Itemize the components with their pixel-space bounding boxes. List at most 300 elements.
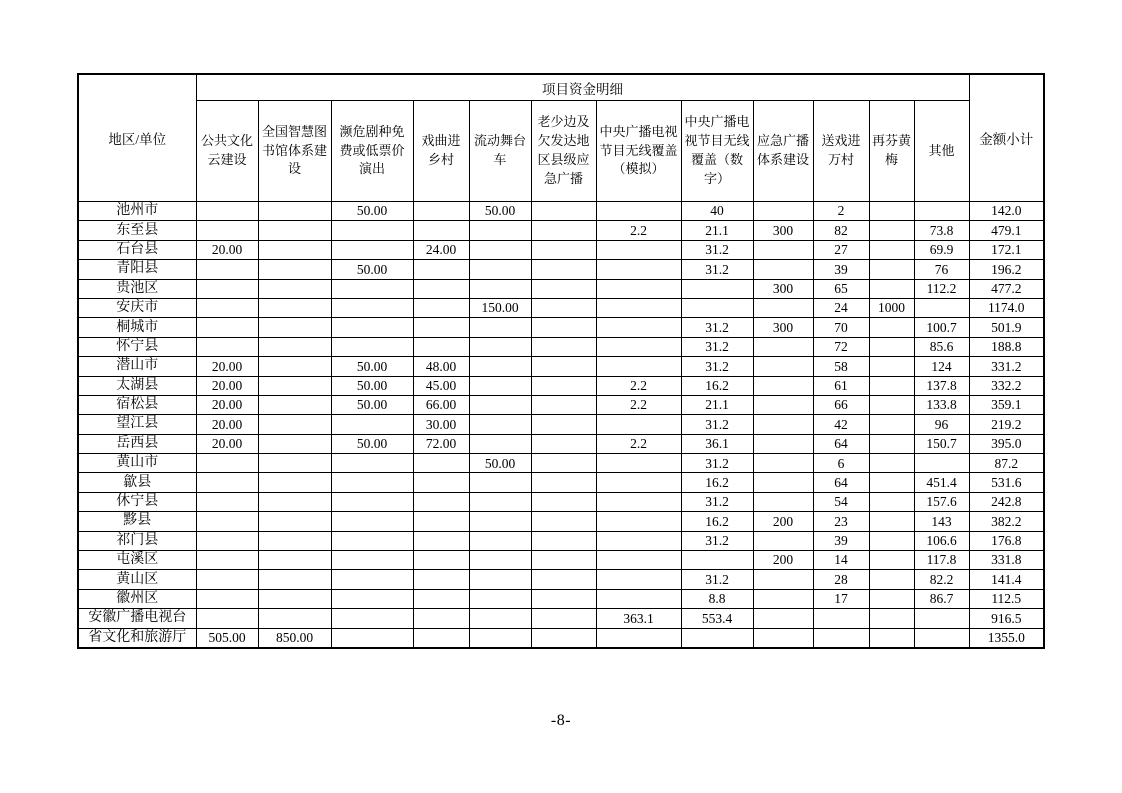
value-cell bbox=[869, 473, 914, 492]
value-cell bbox=[531, 551, 596, 570]
value-cell: 133.8 bbox=[914, 395, 969, 414]
value-cell bbox=[196, 337, 258, 356]
value-cell: 106.6 bbox=[914, 531, 969, 550]
value-cell: 300 bbox=[753, 279, 813, 298]
value-cell bbox=[331, 240, 413, 259]
value-cell bbox=[469, 415, 531, 434]
value-cell bbox=[596, 318, 681, 337]
value-cell bbox=[469, 279, 531, 298]
value-cell bbox=[413, 202, 469, 221]
value-cell bbox=[469, 473, 531, 492]
value-cell: 172.1 bbox=[969, 240, 1044, 259]
table-row bbox=[78, 221, 1044, 240]
value-cell bbox=[914, 609, 969, 628]
value-cell: 17 bbox=[813, 589, 869, 608]
value-cell bbox=[196, 512, 258, 531]
value-cell bbox=[331, 628, 413, 648]
value-cell: 50.00 bbox=[331, 434, 413, 453]
table-row bbox=[78, 609, 1044, 628]
value-cell bbox=[413, 337, 469, 356]
value-cell bbox=[869, 279, 914, 298]
value-cell bbox=[258, 570, 331, 589]
region-cell: 休宁县 bbox=[78, 492, 196, 511]
value-cell bbox=[596, 473, 681, 492]
value-cell bbox=[258, 260, 331, 279]
value-cell: 20.00 bbox=[196, 415, 258, 434]
value-cell bbox=[531, 260, 596, 279]
value-cell: 20.00 bbox=[196, 240, 258, 259]
table-row bbox=[78, 395, 1044, 414]
table-row bbox=[78, 318, 1044, 337]
value-cell bbox=[753, 570, 813, 589]
value-cell: 850.00 bbox=[258, 628, 331, 648]
region-cell: 桐城市 bbox=[78, 318, 196, 337]
value-cell: 50.00 bbox=[469, 202, 531, 221]
value-cell: 66 bbox=[813, 395, 869, 414]
value-cell: 86.7 bbox=[914, 589, 969, 608]
value-cell: 31.2 bbox=[681, 337, 753, 356]
value-cell: 242.8 bbox=[969, 492, 1044, 511]
value-cell: 332.2 bbox=[969, 376, 1044, 395]
value-cell: 6 bbox=[813, 454, 869, 473]
value-cell bbox=[753, 628, 813, 648]
region-cell: 石台县 bbox=[78, 240, 196, 259]
value-cell bbox=[469, 260, 531, 279]
value-cell bbox=[681, 628, 753, 648]
value-cell: 39 bbox=[813, 260, 869, 279]
table-row bbox=[78, 434, 1044, 453]
value-cell bbox=[531, 279, 596, 298]
value-cell bbox=[869, 589, 914, 608]
value-cell bbox=[531, 473, 596, 492]
value-cell: 30.00 bbox=[413, 415, 469, 434]
value-cell bbox=[258, 240, 331, 259]
value-cell bbox=[596, 589, 681, 608]
value-cell: 31.2 bbox=[681, 357, 753, 376]
value-cell: 39 bbox=[813, 531, 869, 550]
column-header-smart-library: 全国智慧图书馆体系建设 bbox=[258, 101, 331, 202]
value-cell: 31.2 bbox=[681, 570, 753, 589]
value-cell bbox=[258, 318, 331, 337]
value-cell bbox=[196, 551, 258, 570]
value-cell bbox=[258, 357, 331, 376]
value-cell: 331.2 bbox=[969, 357, 1044, 376]
value-cell bbox=[869, 318, 914, 337]
value-cell bbox=[531, 492, 596, 511]
value-cell: 142.0 bbox=[969, 202, 1044, 221]
value-cell bbox=[196, 260, 258, 279]
value-cell bbox=[596, 202, 681, 221]
value-cell: 16.2 bbox=[681, 473, 753, 492]
group-header: 项目资金明细 bbox=[196, 74, 969, 101]
region-cell: 宿松县 bbox=[78, 395, 196, 414]
value-cell bbox=[258, 376, 331, 395]
value-cell: 48.00 bbox=[413, 357, 469, 376]
value-cell bbox=[596, 260, 681, 279]
value-cell: 150.00 bbox=[469, 298, 531, 317]
value-cell: 65 bbox=[813, 279, 869, 298]
region-cell: 黄山市 bbox=[78, 454, 196, 473]
table-row bbox=[78, 570, 1044, 589]
value-cell: 50.00 bbox=[331, 202, 413, 221]
region-cell: 祁门县 bbox=[78, 531, 196, 550]
value-cell: 69.9 bbox=[914, 240, 969, 259]
value-cell bbox=[258, 531, 331, 550]
column-header-county-emergency-broadcast: 老少边及欠发达地区县级应急广播 bbox=[531, 101, 596, 202]
value-cell: 359.1 bbox=[969, 395, 1044, 414]
value-cell bbox=[469, 551, 531, 570]
value-cell bbox=[531, 395, 596, 414]
value-cell: 124 bbox=[914, 357, 969, 376]
value-cell: 14 bbox=[813, 551, 869, 570]
value-cell bbox=[196, 570, 258, 589]
value-cell bbox=[196, 279, 258, 298]
value-cell bbox=[596, 415, 681, 434]
region-cell: 屯溪区 bbox=[78, 551, 196, 570]
value-cell bbox=[869, 454, 914, 473]
value-cell bbox=[258, 279, 331, 298]
value-cell bbox=[331, 512, 413, 531]
value-cell: 137.8 bbox=[914, 376, 969, 395]
region-cell: 黟县 bbox=[78, 512, 196, 531]
region-cell: 黄山区 bbox=[78, 570, 196, 589]
value-cell bbox=[753, 298, 813, 317]
value-cell bbox=[681, 279, 753, 298]
value-cell bbox=[469, 531, 531, 550]
value-cell: 36.1 bbox=[681, 434, 753, 453]
value-cell: 8.8 bbox=[681, 589, 753, 608]
value-cell bbox=[331, 318, 413, 337]
value-cell bbox=[469, 609, 531, 628]
value-cell: 150.7 bbox=[914, 434, 969, 453]
value-cell bbox=[753, 260, 813, 279]
value-cell bbox=[196, 298, 258, 317]
value-cell: 1174.0 bbox=[969, 298, 1044, 317]
value-cell: 141.4 bbox=[969, 570, 1044, 589]
value-cell bbox=[413, 589, 469, 608]
value-cell: 31.2 bbox=[681, 318, 753, 337]
value-cell bbox=[413, 628, 469, 648]
value-cell bbox=[914, 202, 969, 221]
value-cell: 157.6 bbox=[914, 492, 969, 511]
column-header-wireless-coverage-digital: 中央广播电视节目无线覆盖（数字） bbox=[681, 101, 753, 202]
value-cell bbox=[596, 337, 681, 356]
value-cell bbox=[258, 609, 331, 628]
value-cell bbox=[331, 609, 413, 628]
value-cell: 117.8 bbox=[914, 551, 969, 570]
value-cell: 70 bbox=[813, 318, 869, 337]
value-cell bbox=[869, 240, 914, 259]
region-cell: 池州市 bbox=[78, 202, 196, 221]
value-cell bbox=[813, 628, 869, 648]
column-header-shows-to-villages: 送戏进万村 bbox=[813, 101, 869, 202]
table-row bbox=[78, 473, 1044, 492]
value-cell: 143 bbox=[914, 512, 969, 531]
column-header-public-culture-cloud: 公共文化云建设 bbox=[196, 101, 258, 202]
value-cell bbox=[413, 221, 469, 240]
value-cell bbox=[531, 318, 596, 337]
value-cell bbox=[258, 512, 331, 531]
value-cell bbox=[413, 551, 469, 570]
value-cell bbox=[258, 395, 331, 414]
value-cell: 382.2 bbox=[969, 512, 1044, 531]
value-cell bbox=[596, 551, 681, 570]
value-cell bbox=[531, 221, 596, 240]
value-cell bbox=[469, 512, 531, 531]
value-cell bbox=[258, 298, 331, 317]
value-cell: 50.00 bbox=[331, 357, 413, 376]
value-cell: 31.2 bbox=[681, 240, 753, 259]
value-cell: 196.2 bbox=[969, 260, 1044, 279]
value-cell bbox=[196, 454, 258, 473]
value-cell bbox=[258, 589, 331, 608]
value-cell: 21.1 bbox=[681, 221, 753, 240]
value-cell bbox=[196, 589, 258, 608]
value-cell bbox=[753, 376, 813, 395]
value-cell bbox=[469, 376, 531, 395]
table-row bbox=[78, 357, 1044, 376]
region-cell: 太湖县 bbox=[78, 376, 196, 395]
value-cell: 31.2 bbox=[681, 260, 753, 279]
region-cell: 徽州区 bbox=[78, 589, 196, 608]
table-body bbox=[78, 202, 1044, 648]
value-cell: 24 bbox=[813, 298, 869, 317]
value-cell bbox=[196, 318, 258, 337]
value-cell: 54 bbox=[813, 492, 869, 511]
value-cell bbox=[753, 202, 813, 221]
value-cell bbox=[258, 434, 331, 453]
value-cell bbox=[258, 473, 331, 492]
value-cell: 28 bbox=[813, 570, 869, 589]
value-cell: 20.00 bbox=[196, 434, 258, 453]
value-cell bbox=[469, 492, 531, 511]
value-cell: 363.1 bbox=[596, 609, 681, 628]
value-cell: 1000 bbox=[869, 298, 914, 317]
value-cell: 479.1 bbox=[969, 221, 1044, 240]
value-cell bbox=[469, 628, 531, 648]
value-cell: 16.2 bbox=[681, 376, 753, 395]
value-cell bbox=[413, 492, 469, 511]
table-row bbox=[78, 531, 1044, 550]
value-cell bbox=[531, 434, 596, 453]
group-header-row bbox=[78, 74, 1044, 101]
value-cell bbox=[258, 221, 331, 240]
value-cell: 40 bbox=[681, 202, 753, 221]
value-cell: 96 bbox=[914, 415, 969, 434]
region-cell: 安徽广播电视台 bbox=[78, 609, 196, 628]
subtotal-header: 金额小计 bbox=[969, 74, 1044, 202]
region-cell: 潜山市 bbox=[78, 357, 196, 376]
value-cell: 64 bbox=[813, 473, 869, 492]
value-cell bbox=[196, 202, 258, 221]
value-cell: 505.00 bbox=[196, 628, 258, 648]
value-cell bbox=[596, 512, 681, 531]
table-row bbox=[78, 240, 1044, 259]
value-cell: 50.00 bbox=[331, 376, 413, 395]
value-cell bbox=[753, 589, 813, 608]
value-cell bbox=[531, 454, 596, 473]
value-cell bbox=[531, 589, 596, 608]
value-cell bbox=[531, 298, 596, 317]
value-cell bbox=[469, 357, 531, 376]
value-cell: 31.2 bbox=[681, 454, 753, 473]
value-cell: 112.2 bbox=[914, 279, 969, 298]
value-cell bbox=[869, 202, 914, 221]
table-row bbox=[78, 551, 1044, 570]
value-cell: 64 bbox=[813, 434, 869, 453]
value-cell bbox=[596, 357, 681, 376]
value-cell bbox=[753, 531, 813, 550]
value-cell bbox=[914, 454, 969, 473]
value-cell bbox=[531, 531, 596, 550]
table-row bbox=[78, 492, 1044, 511]
value-cell: 300 bbox=[753, 318, 813, 337]
value-cell: 331.8 bbox=[969, 551, 1044, 570]
value-cell bbox=[753, 395, 813, 414]
value-cell bbox=[596, 298, 681, 317]
table-row bbox=[78, 512, 1044, 531]
value-cell bbox=[869, 357, 914, 376]
value-cell bbox=[531, 415, 596, 434]
value-cell bbox=[413, 454, 469, 473]
value-cell: 31.2 bbox=[681, 492, 753, 511]
value-cell: 916.5 bbox=[969, 609, 1044, 628]
value-cell: 1355.0 bbox=[969, 628, 1044, 648]
value-cell bbox=[258, 415, 331, 434]
value-cell: 82.2 bbox=[914, 570, 969, 589]
value-cell bbox=[331, 415, 413, 434]
value-cell bbox=[813, 609, 869, 628]
value-cell bbox=[869, 260, 914, 279]
value-cell bbox=[196, 492, 258, 511]
value-cell bbox=[331, 337, 413, 356]
value-cell: 451.4 bbox=[914, 473, 969, 492]
table-row bbox=[78, 454, 1044, 473]
value-cell bbox=[753, 454, 813, 473]
table-header bbox=[78, 74, 1044, 202]
value-cell bbox=[753, 609, 813, 628]
value-cell bbox=[596, 240, 681, 259]
table-row bbox=[78, 279, 1044, 298]
value-cell bbox=[413, 298, 469, 317]
value-cell: 20.00 bbox=[196, 395, 258, 414]
value-cell: 176.8 bbox=[969, 531, 1044, 550]
value-cell: 87.2 bbox=[969, 454, 1044, 473]
value-cell bbox=[331, 492, 413, 511]
table-row bbox=[78, 628, 1044, 648]
region-cell: 贵池区 bbox=[78, 279, 196, 298]
region-cell: 望江县 bbox=[78, 415, 196, 434]
value-cell bbox=[331, 454, 413, 473]
value-cell: 20.00 bbox=[196, 357, 258, 376]
funding-table bbox=[77, 73, 1045, 649]
value-cell bbox=[413, 260, 469, 279]
value-cell bbox=[596, 492, 681, 511]
value-cell: 300 bbox=[753, 221, 813, 240]
value-cell bbox=[753, 434, 813, 453]
value-cell bbox=[869, 609, 914, 628]
value-cell bbox=[331, 570, 413, 589]
table-row bbox=[78, 337, 1044, 356]
value-cell bbox=[469, 318, 531, 337]
value-cell bbox=[413, 473, 469, 492]
value-cell: 85.6 bbox=[914, 337, 969, 356]
value-cell bbox=[869, 415, 914, 434]
value-cell bbox=[413, 570, 469, 589]
value-cell: 395.0 bbox=[969, 434, 1044, 453]
value-cell: 531.6 bbox=[969, 473, 1044, 492]
region-cell: 东至县 bbox=[78, 221, 196, 240]
value-cell bbox=[869, 376, 914, 395]
region-cell: 省文化和旅游厅 bbox=[78, 628, 196, 648]
value-cell bbox=[531, 628, 596, 648]
value-cell: 16.2 bbox=[681, 512, 753, 531]
value-cell: 45.00 bbox=[413, 376, 469, 395]
value-cell bbox=[596, 531, 681, 550]
region-cell: 怀宁县 bbox=[78, 337, 196, 356]
value-cell bbox=[596, 454, 681, 473]
value-cell bbox=[869, 492, 914, 511]
value-cell bbox=[753, 473, 813, 492]
value-cell: 27 bbox=[813, 240, 869, 259]
value-cell bbox=[258, 202, 331, 221]
value-cell bbox=[531, 609, 596, 628]
value-cell: 2.2 bbox=[596, 434, 681, 453]
value-cell: 76 bbox=[914, 260, 969, 279]
value-cell bbox=[196, 473, 258, 492]
value-cell bbox=[413, 512, 469, 531]
value-cell bbox=[531, 337, 596, 356]
value-cell bbox=[413, 531, 469, 550]
value-cell: 200 bbox=[753, 551, 813, 570]
value-cell bbox=[331, 531, 413, 550]
value-cell bbox=[196, 609, 258, 628]
value-cell bbox=[196, 531, 258, 550]
value-cell: 188.8 bbox=[969, 337, 1044, 356]
value-cell bbox=[753, 337, 813, 356]
table-row bbox=[78, 202, 1044, 221]
value-cell bbox=[869, 221, 914, 240]
value-cell bbox=[469, 240, 531, 259]
column-header-zaifen-huangmei: 再芬黄梅 bbox=[869, 101, 914, 202]
value-cell bbox=[469, 221, 531, 240]
value-cell: 31.2 bbox=[681, 415, 753, 434]
value-cell bbox=[869, 531, 914, 550]
value-cell bbox=[914, 298, 969, 317]
value-cell bbox=[531, 240, 596, 259]
value-cell: 50.00 bbox=[469, 454, 531, 473]
value-cell bbox=[869, 337, 914, 356]
value-cell: 100.7 bbox=[914, 318, 969, 337]
value-cell bbox=[681, 298, 753, 317]
value-cell bbox=[469, 395, 531, 414]
value-cell: 477.2 bbox=[969, 279, 1044, 298]
table-row bbox=[78, 376, 1044, 395]
value-cell: 2 bbox=[813, 202, 869, 221]
value-cell: 24.00 bbox=[413, 240, 469, 259]
value-cell bbox=[258, 337, 331, 356]
value-cell bbox=[531, 357, 596, 376]
value-cell: 219.2 bbox=[969, 415, 1044, 434]
table-row bbox=[78, 260, 1044, 279]
value-cell bbox=[914, 628, 969, 648]
value-cell bbox=[258, 551, 331, 570]
value-cell bbox=[531, 202, 596, 221]
table-row bbox=[78, 298, 1044, 317]
value-cell bbox=[413, 279, 469, 298]
value-cell bbox=[869, 551, 914, 570]
value-cell bbox=[258, 492, 331, 511]
